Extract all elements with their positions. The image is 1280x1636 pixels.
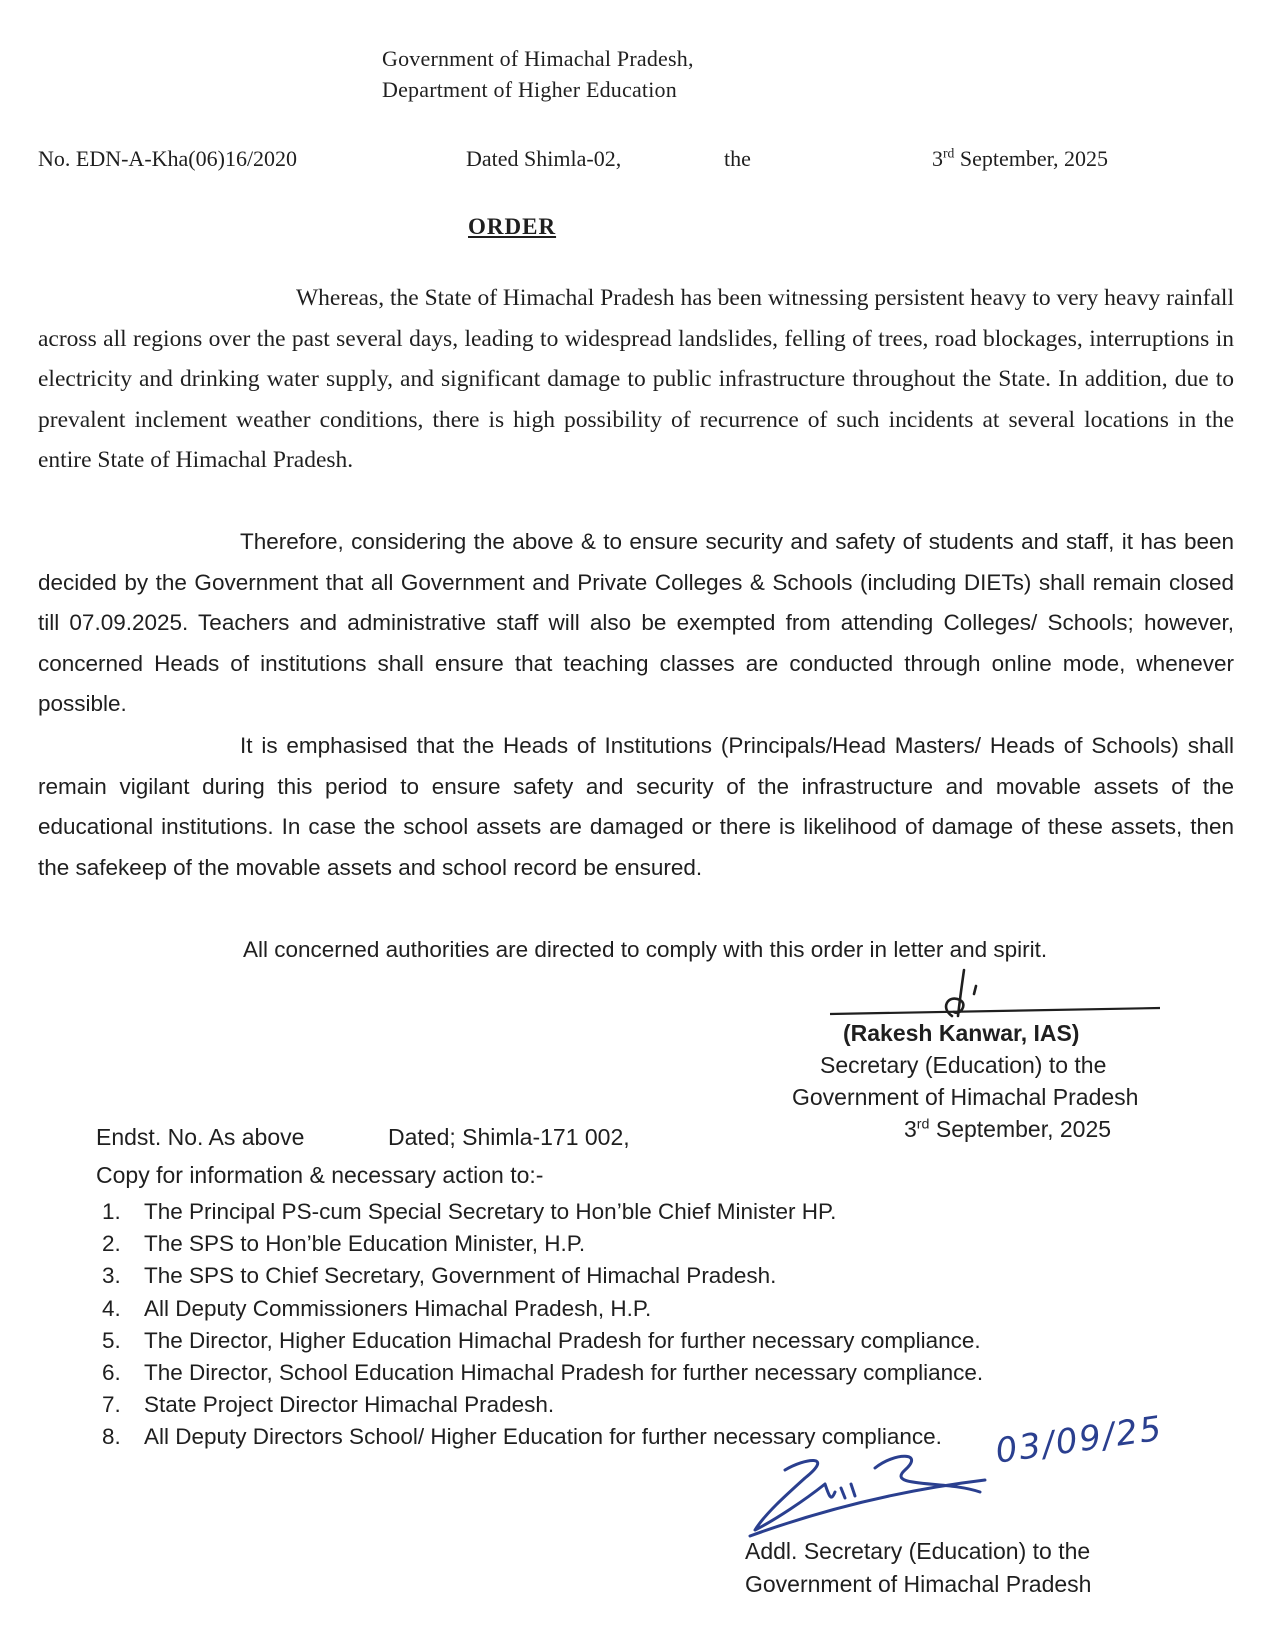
item-number: 2. xyxy=(102,1231,121,1257)
item-number: 4. xyxy=(102,1295,121,1321)
item-text: The SPS to Hon’ble Education Minister, H.P. xyxy=(144,1231,586,1257)
name-strike-line xyxy=(830,1006,1160,1016)
item-number: 7. xyxy=(102,1392,121,1418)
order-date-rest: September, 2025 xyxy=(954,146,1109,171)
handwritten-date: 03/09/25 xyxy=(993,1408,1166,1472)
item-text: All Deputy Commissioners Himachal Pradesh, H.P. xyxy=(144,1295,652,1321)
list-item xyxy=(96,1293,983,1325)
signatory-date xyxy=(904,1116,1111,1143)
list-item xyxy=(96,1325,983,1357)
endorsement-dated: Dated; Shimla-171 002, xyxy=(388,1124,630,1150)
order-paragraph-1 xyxy=(38,278,1234,481)
item-text: The Director, Higher Education Himachal Pradesh for further necessary compliance. xyxy=(144,1327,981,1353)
header-government: Government of Himachal Pradesh, xyxy=(382,46,694,71)
order-title: ORDER xyxy=(468,214,557,239)
order-paragraph-4 xyxy=(243,930,1233,971)
paragraph-text: It is emphasised that the Heads of Institutions (Principals/Head Masters/ Heads of Schools) shall remain vigilant during this period to ensure safety and security of the infrastructure and movable assets of the educational institutions. In case the school assets are damaged or there is likelihood of damage of these assets, then the safekeep of the movable assets and school record be ensured. xyxy=(38,733,1234,880)
list-item xyxy=(96,1389,983,1421)
list-item xyxy=(96,1196,983,1228)
order-date-day: 3 xyxy=(932,146,943,171)
recipient-list xyxy=(96,1196,983,1454)
item-text: The Principal PS-cum Special Secretary to Hon’ble Chief Minister HP. xyxy=(144,1199,837,1224)
signatory-date-suffix: rd xyxy=(916,1116,930,1133)
signatory-name: (Rakesh Kanwar, IAS) xyxy=(843,1020,1080,1046)
order-date xyxy=(932,146,1108,172)
dated-the: the xyxy=(724,146,751,171)
paragraph-text: Therefore, considering the above & to ensure security and safety of students and staff, it has been decided by the Government that all Government and Private Colleges & Schools (including DIETs) shall remain closed till 07.09.2025. Teachers and administrative staff will also be exempted from attending Colleges/ Schools; however, concerned Heads of institutions shall ensure that teaching classes are conducted through online mode, whenever possible. xyxy=(38,529,1234,716)
list-item xyxy=(96,1357,983,1389)
item-number: 8. xyxy=(102,1424,121,1450)
item-text: The SPS to Chief Secretary, Government of Himachal Pradesh. xyxy=(144,1263,777,1289)
signatory-date-day: 3 xyxy=(904,1116,917,1142)
item-number: 6. xyxy=(102,1360,121,1386)
copy-line: Copy for information & necessary action to:- xyxy=(96,1162,544,1188)
dated-place: Dated Shimla-02, xyxy=(466,146,622,171)
signatory-office: Government of Himachal Pradesh xyxy=(792,1084,1139,1110)
addl-signatory-designation: Addl. Secretary (Education) to the xyxy=(745,1538,1091,1564)
item-text: State Project Director Himachal Pradesh. xyxy=(144,1392,555,1418)
addl-signatory-office: Government of Himachal Pradesh xyxy=(745,1571,1092,1597)
endorsement-number: Endst. No. As above xyxy=(96,1124,305,1150)
paragraph-text: Whereas, the State of Himachal Pradesh has been witnessing persistent heavy to very heavy rainfall across all regions over the past several days, leading to widespread landslides, felling of trees, road blockages, interruptions in electricity and drinking water supply, and significant damage to public infrastructure throughout the State. In addition, due to prevalent inclement weather conditions, there is high possibility of recurrence of such incidents at several locations in the entire State of Himachal Pradesh. xyxy=(38,285,1234,473)
signature-secretary xyxy=(930,968,1020,1028)
item-text: All Deputy Directors School/ Higher Education for further necessary compliance. xyxy=(144,1424,942,1450)
reference-number: No. EDN-A-Kha(06)16/2020 xyxy=(38,146,298,171)
list-item xyxy=(96,1228,983,1260)
signatory-designation: Secretary (Education) to the xyxy=(820,1052,1107,1078)
item-number: 5. xyxy=(102,1327,121,1353)
header-department: Department of Higher Education xyxy=(382,77,677,102)
order-paragraph-3 xyxy=(38,726,1234,888)
signatory-date-rest: September, 2025 xyxy=(929,1116,1112,1142)
item-number: 3. xyxy=(102,1263,121,1289)
item-text: The Director, School Education Himachal Pradesh for further necessary compliance. xyxy=(144,1360,984,1386)
order-date-suffix: rd xyxy=(943,145,955,161)
paragraph-text: All concerned authorities are directed to comply with this order in letter and spirit. xyxy=(243,937,1048,962)
list-item xyxy=(96,1260,983,1292)
order-paragraph-2 xyxy=(38,522,1234,725)
item-number: 1. xyxy=(102,1199,121,1224)
